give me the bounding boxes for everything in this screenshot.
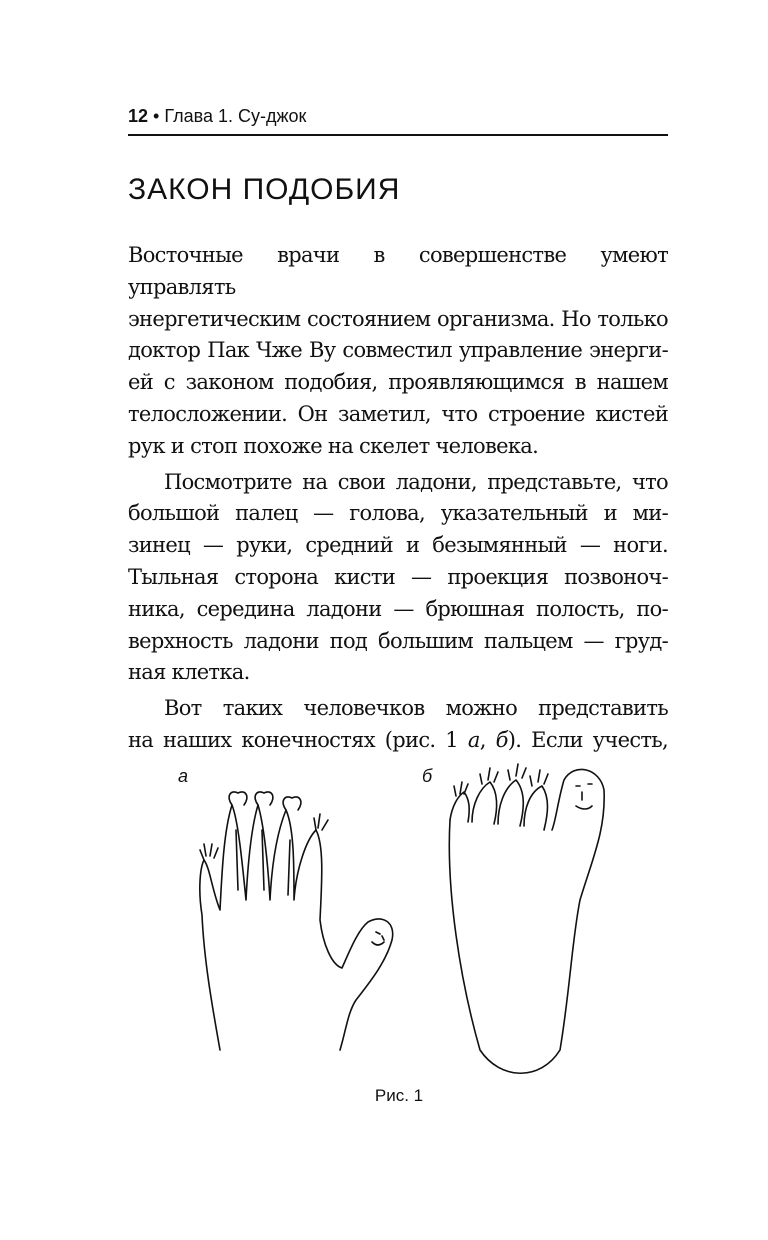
text-line: Восточные врачи в совершенстве умеют управлять <box>128 243 668 299</box>
figure-ref-b: б <box>495 727 508 752</box>
paragraph-2 <box>128 467 668 690</box>
figure-label-b: б <box>422 766 433 786</box>
text-line: Вот таких человечков можно представить <box>164 696 668 721</box>
figure-label-a: а <box>178 766 189 786</box>
text-fragment: на наших конечностях (рис. 1 <box>128 727 468 752</box>
text-line: ная клетка. <box>128 660 250 685</box>
figure-caption <box>0 1086 768 1106</box>
caption-text: Рис. 1 <box>374 1086 424 1105</box>
text-line: верхность ладони под большим пальцем — груд- <box>128 628 668 653</box>
body-text <box>128 240 668 757</box>
figure-drawings <box>160 750 620 1090</box>
figure-1 <box>160 750 620 1090</box>
text-line: Посмотрите на свои ладони, представьте, что <box>164 469 668 494</box>
header-separator: • <box>153 106 160 126</box>
paragraph-3 <box>128 693 668 757</box>
text-fragment: ). Если учесть, <box>507 727 669 752</box>
section-title: ЗАКОН ПОДОБИЯ <box>128 173 401 206</box>
text-line: рук и стоп похоже на скелет человека. <box>128 433 539 458</box>
hand-drawing <box>200 792 393 1050</box>
running-header <box>128 104 668 136</box>
text-line: Тыльная сторона кисти — проекция позвоноч- <box>128 564 668 589</box>
text-line: телосложении. Он заметил, что строение кистей <box>128 401 668 426</box>
chapter-title: Глава 1. Су-джок <box>164 106 307 126</box>
paragraph-1 <box>128 240 668 463</box>
text-line: ей с законом подобия, проявляющимся в нашем <box>128 370 668 395</box>
text-line: зинец — руки, средний и безымянный — ноги. <box>128 533 668 558</box>
text-line: ника, середина ладони — брюшная полость, по- <box>128 596 668 621</box>
foot-drawing <box>449 764 604 1073</box>
page-number: 12 <box>128 106 149 126</box>
figure-ref-a: а <box>467 727 480 752</box>
text-line: энергетическим состоянием организма. Но только <box>128 306 668 331</box>
text-fragment: , <box>479 727 496 752</box>
text-line: доктор Пак Чже Ву совместил управление энерги- <box>128 338 668 363</box>
text-line: большой палец — голова, указательный и ми- <box>128 501 668 526</box>
